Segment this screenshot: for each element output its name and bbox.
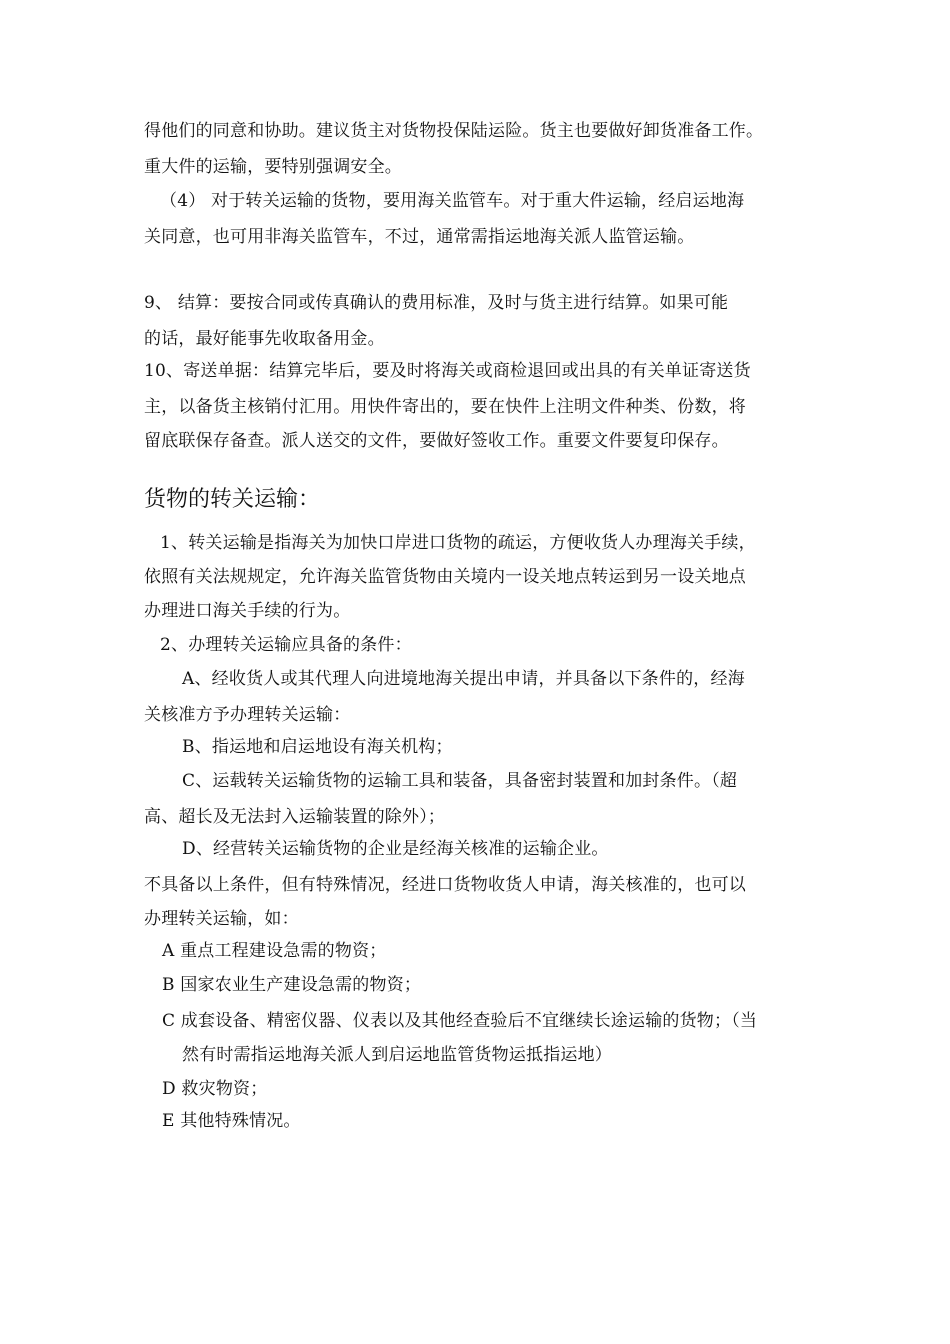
list-item: B 国家农业生产建设急需的物资； (162, 975, 422, 995)
list-item: A 重点工程建设急需的物资； (162, 941, 387, 961)
item-9-line: 9、 结算：要按合同或传真确认的费用标准，及时与货主进行结算。如果可能 (144, 293, 729, 313)
paragraph-line: 1、转关运输是指海关为加快口岸进口货物的疏运，方便收货人办理海关手续， (160, 533, 756, 553)
condition-a-line: A、经收货人或其代理人向进境地海关提出申请，并具备以下条件的，经海 (182, 669, 745, 689)
list-item: D 救灾物资； (162, 1079, 268, 1099)
item-10-line: 10、寄送单据：结算完毕后，要及时将海关或商检退回或出具的有关单证寄送货 (144, 361, 751, 381)
condition-d-line: D、经营转关运输货物的企业是经海关核准的运输企业。 (182, 839, 609, 859)
paragraph-line: 依照有关法规规定，允许海关监管货物由关境内一设关地点转运到另一设关地点 (144, 567, 746, 587)
paragraph-line: 关同意，也可用非海关监管车，不过，通常需指运地海关派人监管运输。 (144, 227, 695, 247)
list-item-continuation: 然有时需指运地海关派人到启运地监管货物运抵指运地） (182, 1045, 612, 1065)
paragraph-line: 办理转关运输，如： (144, 909, 299, 929)
paragraph-line: 不具备以上条件，但有特殊情况，经进口货物收货人申请，海关核准的，也可以 (144, 875, 746, 895)
section-heading: 货物的转关运输： (144, 487, 321, 512)
list-item: E 其他特殊情况。 (162, 1111, 301, 1131)
paragraph-line: 办理进口海关手续的行为。 (144, 601, 351, 621)
item-10-line: 主，以备货主核销付汇用。用快件寄出的，要在快件上注明文件种类、份数，将 (144, 397, 746, 417)
condition-a-line: 关核准方予办理转关运输： (144, 705, 351, 725)
paragraph-line: 2、办理转关运输应具备的条件： (160, 635, 412, 655)
condition-b-line: B、指运地和启运地设有海关机构； (182, 737, 453, 757)
condition-c-line: 高、超长及无法封入运输装置的除外）； (144, 807, 446, 827)
item-10-line: 留底联保存备查。派人送交的文件，要做好签收工作。重要文件要复印保存。 (144, 431, 729, 451)
condition-c-line: C、运载转关运输货物的运输工具和装备，具备密封装置和加封条件。（超 (182, 771, 738, 791)
paragraph-line: 重大件的运输，要特别强调安全。 (144, 157, 402, 177)
paragraph-line: （4） 对于转关运输的货物，要用海关监管车。对于重大件运输，经启运地海 (160, 191, 745, 211)
item-9-line: 的话，最好能事先收取备用金。 (144, 329, 385, 349)
paragraph-line: 得他们的同意和协助。建议货主对货物投保陆运险。货主也要做好卸货准备工作。 (144, 121, 764, 141)
list-item: C 成套设备、精密仪器、仪表以及其他经查验后不宜继续长途运输的货物；（当 (162, 1011, 758, 1031)
